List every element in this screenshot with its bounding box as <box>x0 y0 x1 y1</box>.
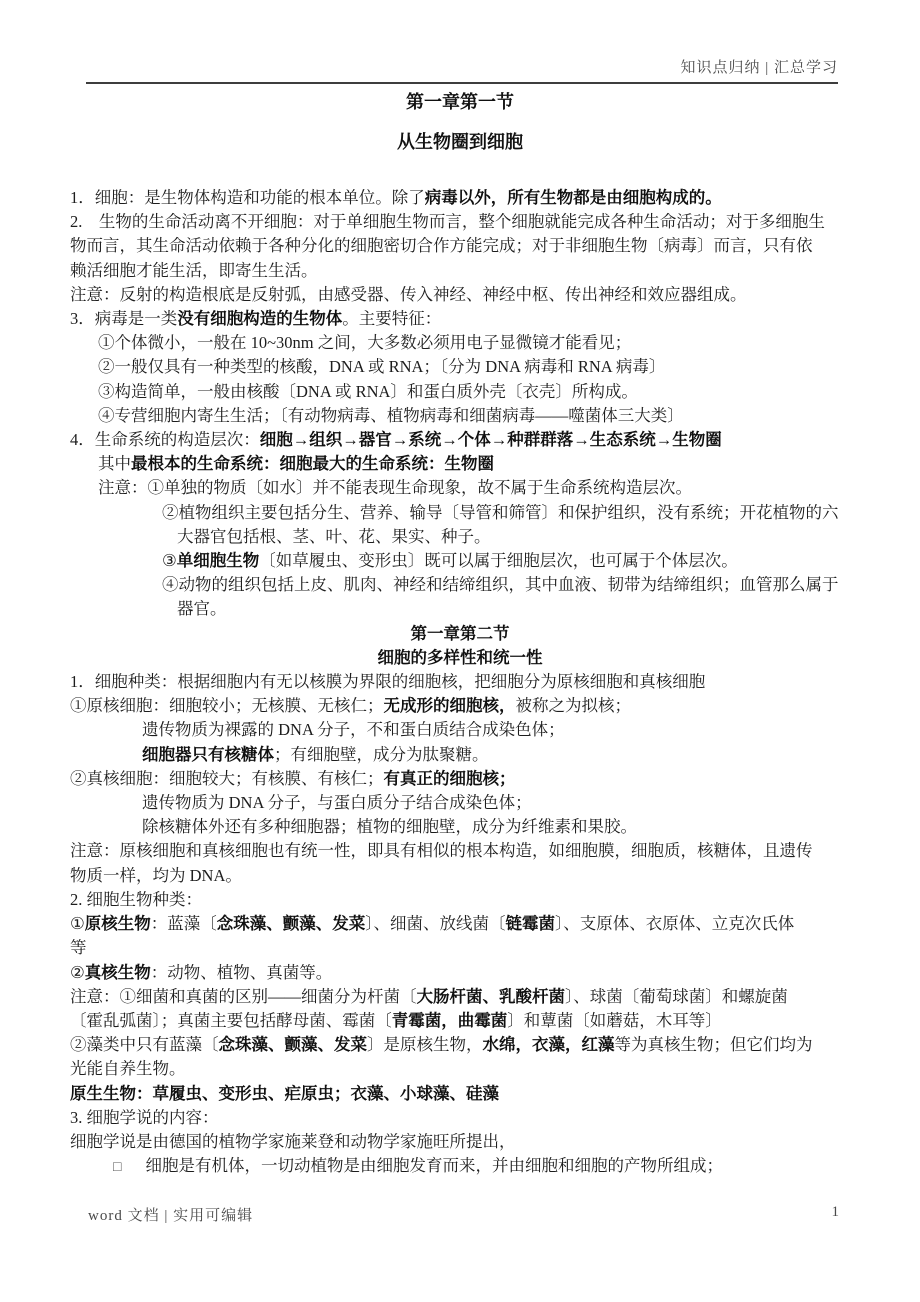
text-run: 4．生命系统的构造层次： <box>70 430 260 450</box>
text-run: ；有细胞壁，成分为肽聚糖。 <box>274 744 489 764</box>
text-line <box>70 355 850 379</box>
text-run: 3. 细胞学说的内容： <box>70 1107 219 1127</box>
header-watermark-text: 知识点归纳 | 汇总学习 <box>680 60 838 76</box>
text-run: 〕、球菌〔葡萄球菌〕和螺旋菌 <box>565 986 788 1006</box>
bold-text-run: 链霉菌 <box>505 914 556 934</box>
text-run: ② <box>70 962 85 982</box>
text-line <box>70 767 850 791</box>
text-run: ①个体微小，一般在 10~30nm 之间，大多数必须用电子显微镜才能看见； <box>98 333 632 353</box>
chapter-title: 第一章第一节 <box>406 92 514 112</box>
text-run: ① <box>70 914 85 934</box>
text-line <box>70 404 850 428</box>
text-run: 1．细胞种类：根据细胞内有无以核膜为界限的细胞核，把细胞分为原核细胞和真核细胞 <box>70 672 706 692</box>
bold-text-run: 无成形的细胞核， <box>383 696 516 716</box>
text-run: 3．病毒是一类 <box>70 309 178 329</box>
text-run: 2. 生物的生命活动离不开细胞：对于单细胞生物而言，整个细胞就能完成各种生命活动；对于多细胞生 <box>70 212 825 232</box>
text-run: ④动物的组织包括上皮、肌肉、神经和结缔组织，其中血液、韧带为结缔组织；血管那么属于 <box>162 575 839 595</box>
text-run: ：蓝藻〔 <box>150 914 217 934</box>
text-run: 大器官包括根、茎、叶、花、果实、种子。 <box>177 526 491 546</box>
page-number: 1 <box>831 1204 840 1220</box>
text-line <box>70 670 850 694</box>
footer-watermark-text: word 文档 | 实用可编辑 <box>88 1208 254 1224</box>
bold-text-run: 细胞→组织→器官→系统→个体→种群群落→生态系统→生物圈 <box>259 430 722 450</box>
text-run: 被称之为拟核； <box>515 696 631 716</box>
bold-text-run: 最根本的生命系统：细胞最大的生命系统：生物圈 <box>131 454 494 474</box>
text-run: 细胞学说是由德国的植物学家施莱登和动物学家施旺所提出， <box>70 1131 516 1151</box>
text-run: 物而言，其生命活动依赖于各种分化的细胞密切合作方能完成；对于非细胞生物〔病毒〕而言，只有依 <box>70 236 813 256</box>
page-footer <box>88 1204 840 1225</box>
text-run: ③ <box>162 551 177 571</box>
text-run: ②一般仅具有一种类型的核酸，DNA 或 RNA；〔分为 DNA 病毒和 RNA 病毒〕 <box>98 357 666 377</box>
text-line <box>70 1106 850 1130</box>
text-line <box>70 888 850 912</box>
text-run: 〔如草履虫、变形虫〕既可以属于细胞层次，也可属于个体层次。 <box>259 551 738 571</box>
bold-text-run: 真核生物 <box>84 962 151 982</box>
text-line <box>70 283 850 307</box>
bold-text-run: 没有细胞构造的生物体 <box>177 309 343 329</box>
bold-text-run: 念珠藻、颤藻、发菜 <box>218 1035 367 1055</box>
text-line <box>70 864 850 888</box>
section-title-line <box>70 646 850 670</box>
text-run: 2. 细胞生物种类： <box>70 889 202 909</box>
document-body <box>70 186 850 1180</box>
text-run: 〕、细菌、放线菌〔 <box>365 914 506 934</box>
text-line <box>70 1154 850 1180</box>
text-line <box>70 1009 850 1033</box>
text-line <box>70 815 850 839</box>
text-line <box>70 694 850 718</box>
text-line <box>70 1033 850 1057</box>
text-run: 等为真核生物；但它们均为 <box>614 1035 813 1055</box>
text-line <box>70 525 850 549</box>
text-line <box>70 210 850 234</box>
text-line <box>70 549 850 573</box>
text-line <box>70 452 850 476</box>
text-line <box>70 234 850 258</box>
bold-text-run: 原生生物：草履虫、变形虫、疟原虫；衣藻、小球藻、硅藻 <box>70 1083 499 1103</box>
text-line <box>70 476 850 500</box>
bold-text-run: 细胞器只有核糖体 <box>142 744 274 764</box>
text-line <box>70 839 850 863</box>
text-run: 注意：反射的构造根底是反射弧，由感受器、传入神经、神经中枢、传出神经和效应器组成。 <box>70 284 747 304</box>
text-run: ②真核细胞：细胞较大；有核膜、有核仁； <box>70 768 384 788</box>
text-run: 物质一样，均为 DNA。 <box>70 865 242 885</box>
text-run: 〕、支原体、衣原体、立克次氏体 <box>555 914 795 934</box>
text-run: 赖活细胞才能生活，即寄生生活。 <box>70 260 318 280</box>
text-run: ①原核细胞：细胞较小；无核膜、无核仁； <box>70 696 384 716</box>
text-line <box>70 1082 850 1106</box>
bold-text-run: 第一章第二节 <box>410 623 510 643</box>
text-run: 等 <box>70 938 87 958</box>
bold-text-run: 病毒以外，所有生物都是由细胞构成的。 <box>424 188 722 207</box>
text-line <box>70 428 850 452</box>
bold-text-run: 念珠藻、颤藻、发菜 <box>216 914 366 934</box>
bold-text-run: 青霉菌，曲霉菌 <box>391 1010 508 1030</box>
text-run: 1．细胞：是生物体构造和功能的根本单位。除了 <box>70 188 425 207</box>
text-run: ③构造简单，一般由核酸〔DNA 或 RNA〕和蛋白质外壳〔衣壳〕所构成。 <box>98 381 638 401</box>
text-run: 光能自养生物。 <box>70 1059 186 1079</box>
text-run: 。主要特征： <box>342 309 442 329</box>
text-line <box>70 186 850 210</box>
text-run: 器官。 <box>177 599 227 619</box>
bold-text-run: 有真正的细胞核； <box>383 768 516 788</box>
square-bullet-icon: □ <box>113 1160 122 1176</box>
text-line <box>70 597 850 621</box>
text-line <box>70 743 850 767</box>
text-run: 遗传物质为裸露的 DNA 分子，不和蛋白质结合成染色体； <box>142 720 565 740</box>
text-line <box>70 791 850 815</box>
text-line <box>70 259 850 283</box>
bold-text-run: 水绵，衣藻，红藻 <box>482 1035 615 1055</box>
text-run: 〕是原核生物， <box>367 1035 483 1055</box>
text-line <box>70 936 850 960</box>
text-run: 注意：原核细胞和真核细胞也有统一性，即具有相似的根本构造，如细胞膜，细胞质，核糖体，且遗传 <box>70 841 813 861</box>
section-title-line <box>70 622 850 646</box>
text-line <box>70 380 850 404</box>
text-line <box>70 912 850 936</box>
text-line <box>70 331 850 355</box>
page-header <box>86 56 838 84</box>
text-line <box>70 307 850 331</box>
bold-text-run: 单细胞生物 <box>176 551 260 571</box>
text-run: 其中 <box>98 454 131 474</box>
text-line <box>70 501 850 525</box>
bold-text-run: 细胞的多样性和统一性 <box>377 647 543 667</box>
text-run: 细胞是有机体，一切动植物是由细胞发育而来，并由细胞和细胞的产物所组成； <box>145 1156 723 1176</box>
text-run: ②藻类中只有蓝藻〔 <box>70 1035 219 1055</box>
text-line <box>70 1130 850 1154</box>
text-run: 〕和蕈菌〔如蘑菇，木耳等〕 <box>507 1010 722 1030</box>
text-line <box>70 985 850 1009</box>
text-line <box>70 1057 850 1081</box>
text-run: 注意：①单独的物质〔如水〕并不能表现生命现象，故不属于生命系统构造层次。 <box>98 478 692 498</box>
bold-text-run: 大肠杆菌、乳酸杆菌 <box>416 986 565 1006</box>
text-line <box>70 573 850 597</box>
bold-text-run: 原核生物 <box>84 914 151 934</box>
text-line <box>70 961 850 985</box>
text-run: 注意：①细菌和真菌的区别——细菌分为杆菌〔 <box>70 986 417 1006</box>
text-run: 〔霍乱弧菌〕；真菌主要包括酵母菌、霉菌〔 <box>70 1010 392 1030</box>
text-run: ②植物组织主要包括分生、营养、输导〔导管和筛管〕和保护组织，没有系统；开花植物的六 <box>162 502 839 522</box>
page-title: 从生物圈到细胞 <box>397 132 523 152</box>
text-line <box>70 718 850 742</box>
text-run: 遗传物质为 DNA 分子，与蛋白质分子结合成染色体； <box>142 793 532 813</box>
text-run: ④专营细胞内寄生生活；〔有动物病毒、植物病毒和细菌病毒——噬菌体三大类〕 <box>98 405 684 425</box>
text-run: 除核糖体外还有多种细胞器；植物的细胞壁，成分为纤维素和果胶。 <box>142 817 637 837</box>
text-run: ：动物、植物、真菌等。 <box>150 962 333 982</box>
